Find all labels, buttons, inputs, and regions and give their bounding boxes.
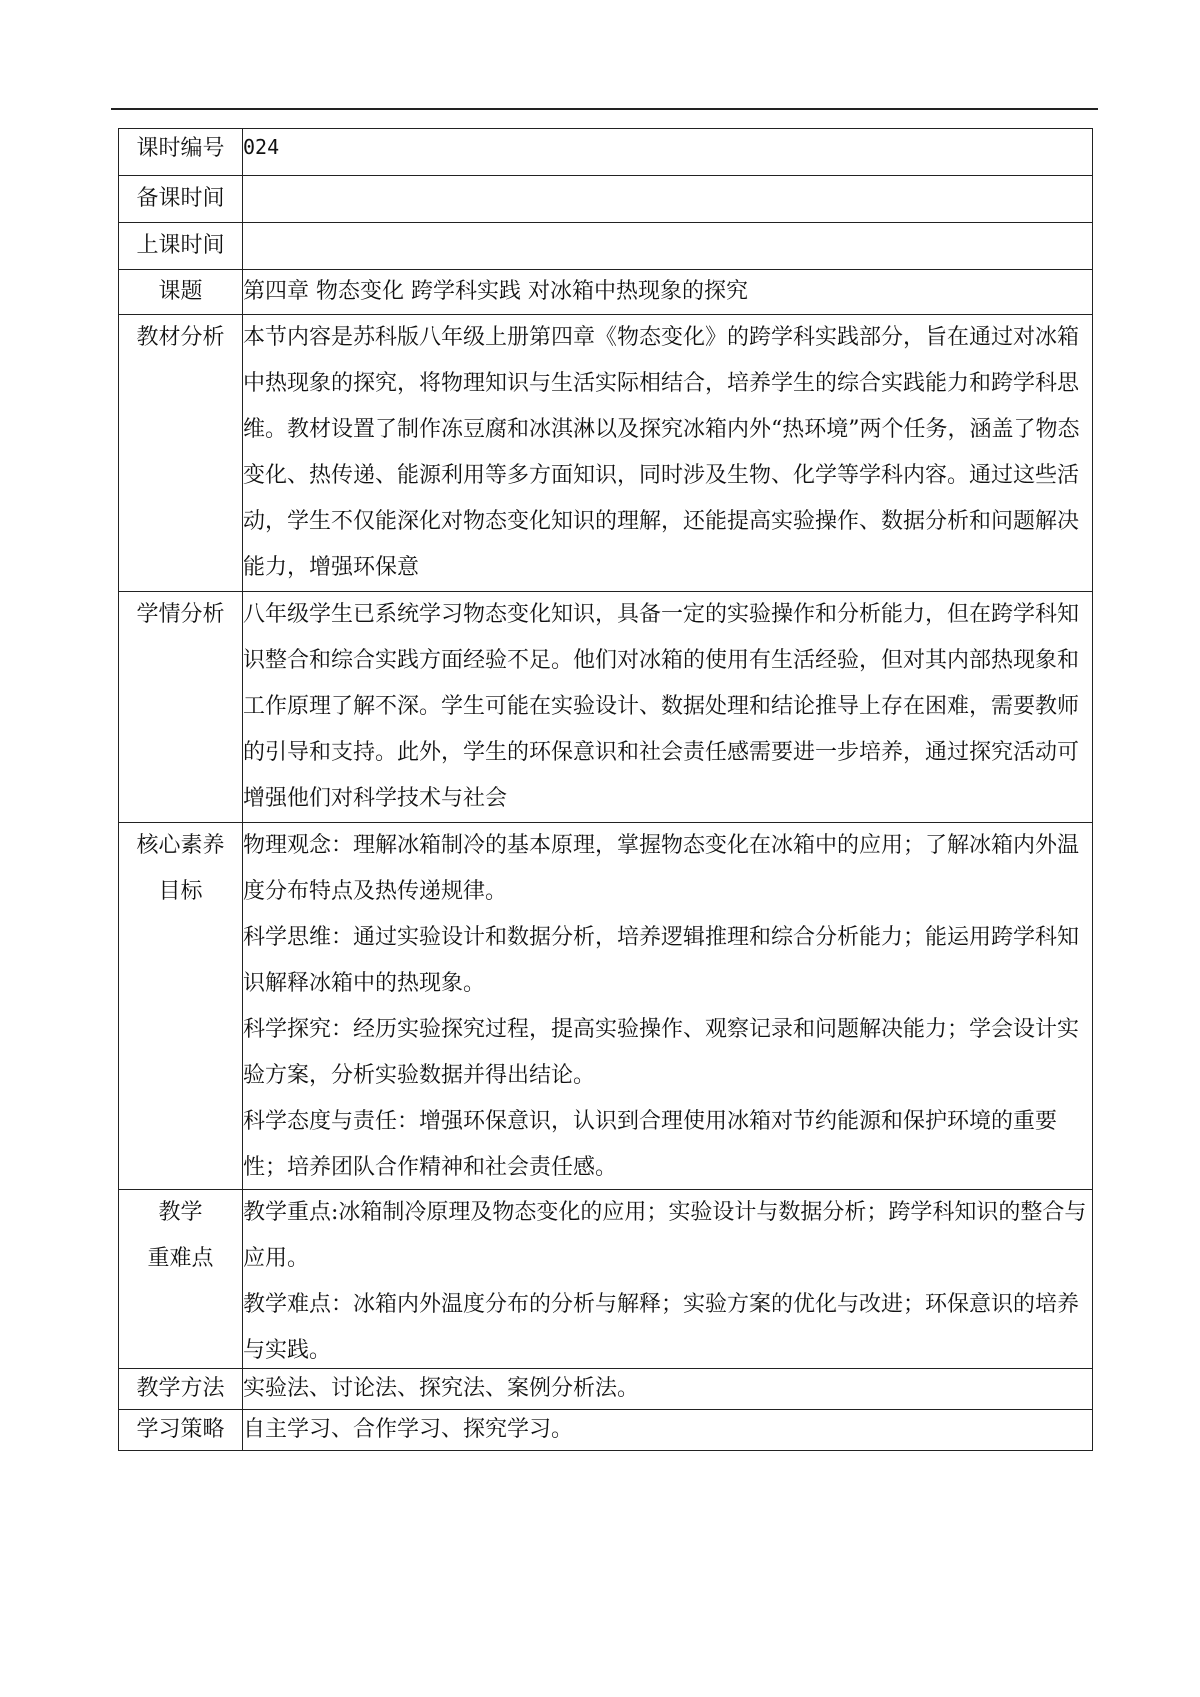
row-lesson-number (119, 129, 1093, 176)
row-topic (119, 270, 1093, 315)
lesson-number-value: 024 (243, 135, 280, 159)
textbook-analysis-text: 本节内容是苏科版八年级上册第四章《物态变化》的跨学科实践部分，旨在通过对冰箱中热现象的探究，将物理知识与生活实际相结合，培养学生的综合实践能力和跨学科思维。教材设置了制作冻豆腐和冰淇淋以及探究冰箱内外“热环境”两个任务，涵盖了物态变化、热传递、能源利用等多方面知识，同时涉及生物、化学等学科内容。通过这些活动，学生不仅能深化对物态变化知识的理解，还能提高实验操作、数据分析和问题解决能力，增强环保意 (243, 325, 1080, 580)
row-learning-strategies (119, 1410, 1093, 1451)
key-point-item: 教学重点:冰箱制冷原理及物态变化的应用；实验设计与数据分析；跨学科知识的整合与应用。 (243, 1200, 1087, 1271)
core-goal-item: 科学思维：通过实验设计和数据分析，培养逻辑推理和综合分析能力；能运用跨学科知识解释冰箱中的热现象。 (243, 925, 1080, 996)
key-points-label-line2: 重难点 (147, 1246, 214, 1271)
core-goals-cell (243, 823, 1093, 1190)
row-teaching-methods (119, 1369, 1093, 1410)
topic-value: 第四章 物态变化 跨学科实践 对冰箱中热现象的探究 (243, 279, 748, 304)
row-core-goals (119, 823, 1093, 1190)
core-goals-label-line1: 核心素养 (136, 833, 225, 858)
lesson-plan-table (118, 128, 1093, 1451)
class-time-cell (243, 223, 1093, 270)
core-goal-item: 物理观念：理解冰箱制冷的基本原理，掌握物态变化在冰箱中的应用；了解冰箱内外温度分布特点及热传递规律。 (243, 833, 1080, 904)
row-class-time (119, 223, 1093, 270)
core-goal-item: 科学态度与责任：增强环保意识，认识到合理使用冰箱对节约能源和保护环境的重要性；培养团队合作精神和社会责任感。 (243, 1109, 1058, 1180)
textbook-analysis-cell (243, 315, 1093, 592)
student-analysis-cell (243, 592, 1093, 823)
core-goals-label-line2: 目标 (158, 879, 203, 904)
key-points-label (119, 1190, 243, 1369)
prep-time-value (243, 176, 1092, 220)
learning-strategies-value: 自主学习、合作学习、探究学习。 (243, 1417, 574, 1442)
teaching-methods-value: 实验法、讨论法、探究法、案例分析法。 (243, 1376, 640, 1401)
class-time-label: 上课时间 (119, 223, 243, 270)
topic-label: 课题 (119, 270, 243, 315)
lesson-number-cell (243, 129, 1093, 176)
class-time-value (243, 223, 1092, 267)
learning-strategies-label: 学习策略 (119, 1410, 243, 1451)
key-points-cell (243, 1190, 1093, 1369)
topic-cell (243, 270, 1093, 315)
learning-strategies-cell (243, 1410, 1093, 1451)
row-textbook-analysis (119, 315, 1093, 592)
teaching-methods-cell (243, 1369, 1093, 1410)
prep-time-label: 备课时间 (119, 176, 243, 223)
row-key-points (119, 1190, 1093, 1369)
core-goals-label (119, 823, 243, 1190)
core-goal-item: 科学探究：经历实验探究过程，提高实验操作、观察记录和问题解决能力；学会设计实验方案，分析实验数据并得出结论。 (243, 1017, 1080, 1088)
row-prep-time (119, 176, 1093, 223)
row-student-analysis (119, 592, 1093, 823)
textbook-analysis-label: 教材分析 (119, 315, 243, 592)
header-rule (111, 108, 1098, 110)
teaching-methods-label: 教学方法 (119, 1369, 243, 1410)
student-analysis-label: 学情分析 (119, 592, 243, 823)
key-point-item: 教学难点：冰箱内外温度分布的分析与解释；实验方案的优化与改进；环保意识的培养与实践。 (243, 1292, 1080, 1363)
lesson-number-label: 课时编号 (119, 129, 243, 176)
prep-time-cell (243, 176, 1093, 223)
student-analysis-text: 八年级学生已系统学习物态变化知识，具备一定的实验操作和分析能力，但在跨学科知识整合和综合实践方面经验不足。他们对冰箱的使用有生活经验，但对其内部热现象和工作原理了解不深。学生可能在实验设计、数据处理和结论推导上存在困难，需要教师的引导和支持。此外，学生的环保意识和社会责任感需要进一步培养，通过探究活动可增强他们对科学技术与社会 (243, 602, 1080, 811)
key-points-label-line1: 教学 (158, 1200, 203, 1225)
